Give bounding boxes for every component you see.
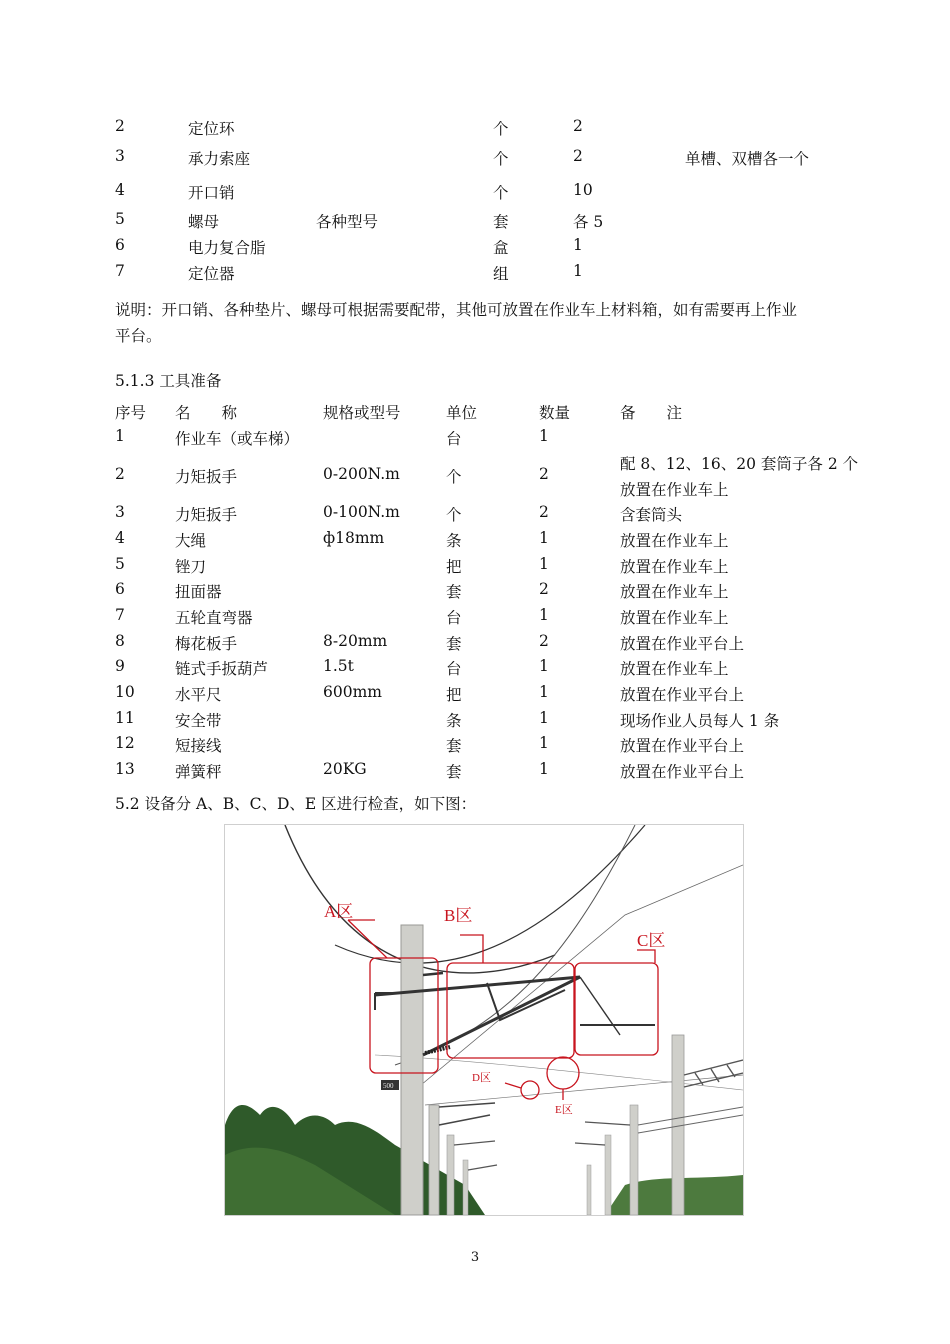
cell-name: 力矩扳手 xyxy=(175,506,238,524)
table-row xyxy=(0,427,950,449)
cell-remark: 放置在作业车上 xyxy=(620,583,729,601)
cell-no: 9 xyxy=(115,657,125,675)
cell-qty: 1 xyxy=(539,683,549,701)
pole-plate: 500 xyxy=(383,1082,394,1090)
cell-no: 2 xyxy=(115,465,125,483)
cell-name: 锉刀 xyxy=(175,558,207,576)
cell-qty: 2 xyxy=(539,632,549,650)
cell-qty: 1 xyxy=(539,529,549,547)
cell-qty: 1 xyxy=(539,760,549,778)
cell-unit: 个 xyxy=(493,150,509,168)
cell-unit: 台 xyxy=(446,609,462,627)
table-row xyxy=(0,760,950,782)
table-row xyxy=(0,236,950,258)
cell-unit: 套 xyxy=(446,583,462,601)
cell-unit: 盒 xyxy=(493,239,509,257)
cell-no: 13 xyxy=(115,760,135,778)
cell-no: 2 xyxy=(115,117,125,135)
cell-name: 梅花板手 xyxy=(175,635,238,653)
cell-no: 5 xyxy=(115,210,125,228)
cell-name: 力矩扳手 xyxy=(175,468,238,486)
cell-qty: 2 xyxy=(539,503,549,521)
zone-c-label: C区 xyxy=(637,931,666,950)
table-row xyxy=(0,683,950,705)
cell-qty: 2 xyxy=(573,147,583,165)
table-row xyxy=(0,606,950,628)
section-heading: 5.1.3 工具准备 xyxy=(115,372,222,390)
zone-d-label: D区 xyxy=(472,1072,491,1084)
cell-no: 6 xyxy=(115,236,125,254)
cell-unit: 条 xyxy=(446,532,462,550)
cell-qty: 1 xyxy=(539,734,549,752)
header-remark: 备 注 xyxy=(620,404,683,422)
cell-unit: 把 xyxy=(446,686,462,704)
table-row xyxy=(0,657,950,679)
cell-qty: 1 xyxy=(539,657,549,675)
table-row xyxy=(0,709,950,731)
cell-unit: 套 xyxy=(446,737,462,755)
cell-remark: 单槽、双槽各一个 xyxy=(685,150,810,168)
header-qty: 数量 xyxy=(539,404,571,422)
cell-qty: 1 xyxy=(539,709,549,727)
table-row xyxy=(0,734,950,756)
cell-remark-line2: 放置在作业车上 xyxy=(620,481,729,499)
cell-spec: 1.5t xyxy=(323,657,354,675)
cell-qty: 10 xyxy=(573,181,593,199)
cell-name: 定位环 xyxy=(188,120,235,138)
table-row xyxy=(0,455,950,499)
cell-name: 弹簧秤 xyxy=(175,763,222,781)
zone-a-label: A区 xyxy=(324,902,354,921)
cell-spec: 0-100N.m xyxy=(323,503,400,521)
cell-no: 3 xyxy=(115,503,125,521)
cell-remark: 配 8、12、16、20 套筒子各 2 个 xyxy=(620,455,859,473)
cell-unit: 套 xyxy=(446,635,462,653)
cell-unit: 台 xyxy=(446,660,462,678)
cell-no: 8 xyxy=(115,632,125,650)
cell-qty: 2 xyxy=(539,465,549,483)
cell-qty: 2 xyxy=(539,580,549,598)
cell-unit: 把 xyxy=(446,558,462,576)
cell-remark: 放置在作业平台上 xyxy=(620,686,745,704)
cell-spec: 8-20mm xyxy=(323,632,388,650)
cell-name: 螺母 xyxy=(188,213,220,231)
cell-no: 11 xyxy=(115,709,135,727)
cell-no: 7 xyxy=(115,262,125,280)
cell-name: 作业车（或车梯） xyxy=(175,430,300,448)
cell-name: 定位器 xyxy=(188,265,235,283)
cell-qty: 1 xyxy=(573,262,583,280)
cell-unit: 个 xyxy=(493,184,509,202)
cell-name: 承力索座 xyxy=(188,150,251,168)
cell-remark: 放置在作业车上 xyxy=(620,660,729,678)
cell-remark: 放置在作业平台上 xyxy=(620,763,745,781)
table-row xyxy=(0,503,950,525)
header-no: 序号 xyxy=(115,404,147,422)
table-row xyxy=(0,210,950,232)
table-row xyxy=(0,147,950,169)
zone-b-label: B区 xyxy=(444,906,473,925)
cell-unit: 台 xyxy=(446,430,462,448)
cell-spec: 20KG xyxy=(323,760,367,778)
table-row xyxy=(0,632,950,654)
cell-unit: 条 xyxy=(446,712,462,730)
cell-no: 1 xyxy=(115,427,125,445)
cell-no: 10 xyxy=(115,683,135,701)
cell-name: 短接线 xyxy=(175,737,222,755)
cell-name: 安全带 xyxy=(175,712,222,730)
cell-remark: 现场作业人员每人 1 条 xyxy=(620,712,780,730)
cell-unit: 个 xyxy=(446,506,462,524)
cell-spec: ф18mm xyxy=(323,529,385,547)
cell-spec: 各种型号 xyxy=(316,213,379,231)
table-row xyxy=(0,181,950,203)
header-name: 名 称 xyxy=(175,404,238,422)
cell-no: 7 xyxy=(115,606,125,624)
cell-spec: 600mm xyxy=(323,683,382,701)
table-row xyxy=(0,117,950,139)
note-line: 平台。 xyxy=(115,327,162,345)
cell-qty: 各 5 xyxy=(573,213,604,231)
cell-qty: 1 xyxy=(539,427,549,445)
cell-name: 大绳 xyxy=(175,532,207,550)
cell-unit: 个 xyxy=(446,468,462,486)
header-spec: 规格或型号 xyxy=(323,404,401,422)
cell-unit: 组 xyxy=(493,265,509,283)
header-unit: 单位 xyxy=(446,404,478,422)
cell-no: 6 xyxy=(115,580,125,598)
note-line: 说明：开口销、各种垫片、螺母可根据需要配带，其他可放置在作业车上材料箱，如有需要再上作业 xyxy=(115,301,798,319)
cell-remark: 放置在作业平台上 xyxy=(620,635,745,653)
cell-remark: 放置在作业车上 xyxy=(620,558,729,576)
catenary-photo xyxy=(225,825,743,1215)
section-heading: 5.2 设备分 A、B、C、D、E 区进行检查，如下图： xyxy=(115,795,477,813)
cell-no: 4 xyxy=(115,181,125,199)
table-row xyxy=(0,580,950,602)
cell-no: 3 xyxy=(115,147,125,165)
cell-name: 水平尺 xyxy=(175,686,222,704)
cell-name: 电力复合脂 xyxy=(188,239,266,257)
cell-remark: 放置在作业车上 xyxy=(620,532,729,550)
cell-name: 扭面器 xyxy=(175,583,222,601)
cell-qty: 1 xyxy=(539,555,549,573)
page-number: 3 xyxy=(470,1250,480,1265)
cell-no: 5 xyxy=(115,555,125,573)
cell-name: 链式手扳葫芦 xyxy=(175,660,269,678)
cell-remark: 放置在作业车上 xyxy=(620,609,729,627)
cell-unit: 套 xyxy=(446,763,462,781)
cell-remark: 放置在作业平台上 xyxy=(620,737,745,755)
table-row xyxy=(0,529,950,551)
cell-name: 开口销 xyxy=(188,184,235,202)
cell-qty: 1 xyxy=(573,236,583,254)
materials-note xyxy=(115,297,865,349)
cell-qty: 1 xyxy=(539,606,549,624)
cell-no: 4 xyxy=(115,529,125,547)
cell-unit: 套 xyxy=(493,213,509,231)
cell-spec: 0-200N.m xyxy=(323,465,400,483)
cell-qty: 2 xyxy=(573,117,583,135)
catenary-figure xyxy=(224,824,744,1216)
table-row xyxy=(0,262,950,284)
zone-e-label: E区 xyxy=(555,1104,573,1116)
table-row xyxy=(0,555,950,577)
table-header xyxy=(0,401,950,423)
cell-unit: 个 xyxy=(493,120,509,138)
cell-remark: 含套筒头 xyxy=(620,506,683,524)
cell-no: 12 xyxy=(115,734,135,752)
cell-name: 五轮直弯器 xyxy=(175,609,253,627)
